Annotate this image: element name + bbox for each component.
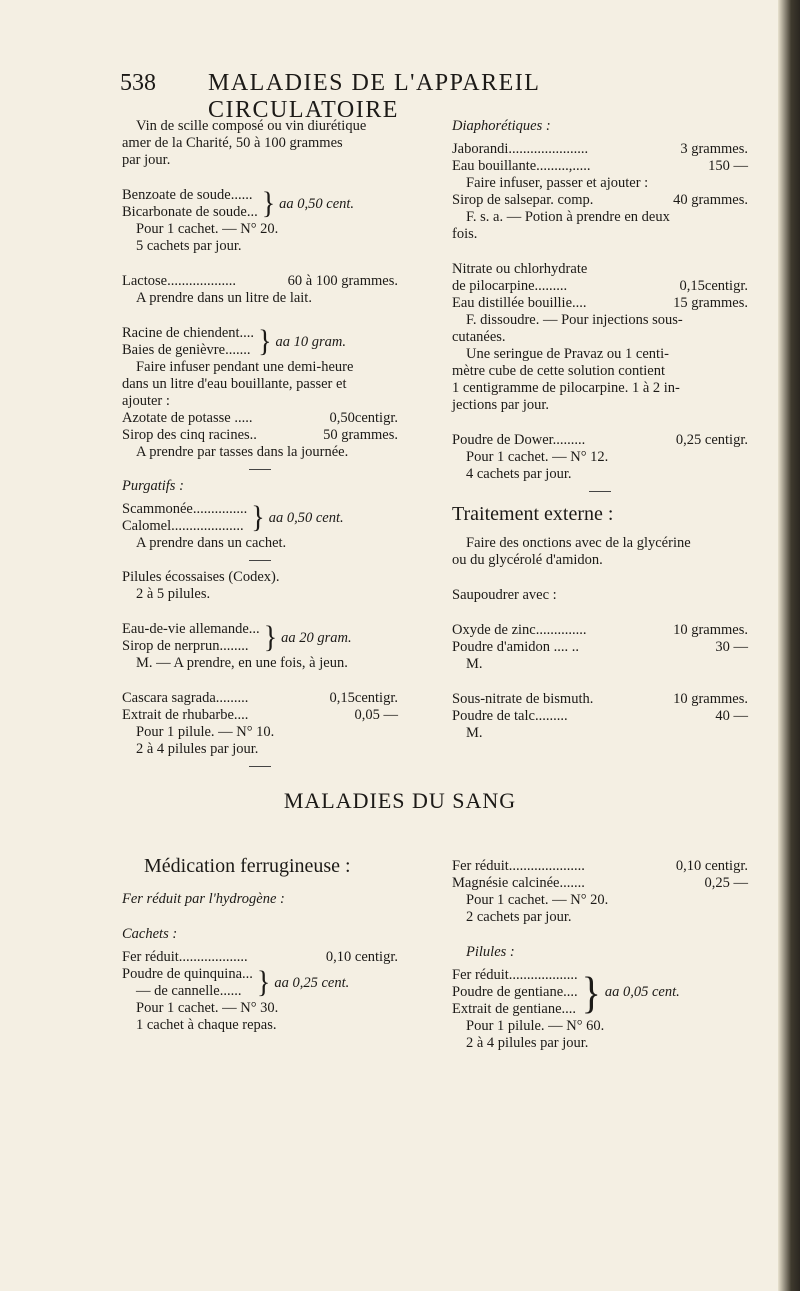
text-line: Faire infuser pendant une demi-heure [136, 359, 354, 375]
ingredient: Scammonée............... [122, 501, 248, 517]
prescription-line [122, 273, 398, 290]
text-line: mètre cube de cette solution contient [452, 363, 665, 379]
text-line: par jour. [122, 152, 171, 168]
prescription-line [122, 707, 398, 724]
brace: } [261, 186, 276, 221]
dose: 10 grammes. [673, 691, 748, 707]
ingredient: Poudre de gentiane.... [452, 984, 578, 1000]
dose: 150 — [708, 158, 748, 174]
brace: } [263, 620, 278, 655]
ingredient: Eau-de-vie allemande... [122, 621, 260, 637]
divider [249, 560, 271, 561]
text-line: 2 à 5 pilules. [136, 586, 211, 602]
prescription-group [452, 967, 748, 1018]
dose: 0,05 — [354, 707, 398, 723]
dose: aa 0,25 cent. [274, 974, 350, 991]
dose: aa 0,50 cent. [279, 195, 355, 212]
dose: 0,10 centigr. [325, 949, 398, 965]
prescription-line [452, 639, 748, 656]
ingredient: Baies de genièvre....... [122, 342, 251, 358]
ingredient: Sirop des cinq racines.. [122, 427, 257, 443]
dose: 0,50centigr. [329, 410, 398, 426]
text-line: fois. [452, 226, 478, 242]
dose: 50 grammes. [323, 427, 398, 443]
running-header [120, 64, 680, 123]
ingredient: Poudre de Dower......... [452, 432, 586, 448]
dose: 0,25 — [704, 875, 748, 891]
subheading: Cachets : [122, 926, 178, 942]
text-line: M. [466, 656, 483, 672]
ingredient: — de cannelle...... [136, 983, 242, 999]
text-line: Pour 1 cachet. — N° 12. [466, 449, 609, 465]
ingredient: de pilocarpine......... [452, 278, 568, 294]
prescription-line [122, 690, 398, 707]
prescription-line [452, 158, 748, 175]
text-line: 2 à 4 pilules par jour. [466, 1035, 589, 1051]
prescription-line [452, 858, 748, 875]
text-line: Pour 1 pilule. — N° 60. [466, 1018, 605, 1034]
ingredient: Sous-nitrate de bismuth. [452, 691, 594, 707]
prescription-line [452, 278, 748, 295]
text-line: F. s. a. — Potion à prendre en deux [466, 209, 670, 225]
text-line: Pilules écossaises (Codex). [122, 569, 280, 585]
prescription-group [122, 187, 398, 221]
text-line: Pour 1 cachet. — N° 20. [136, 221, 279, 237]
text-line: Saupoudrer avec : [452, 587, 557, 603]
ingredient: Fer réduit................... [452, 967, 578, 983]
subheading: Purgatifs : [122, 478, 184, 494]
subheading: Fer réduit par l'hydrogène : [122, 891, 285, 907]
ingredient: Jaborandi...................... [452, 141, 589, 157]
text-line: ajouter : [122, 393, 170, 409]
text-line: A prendre dans un litre de lait. [136, 290, 312, 306]
text-line: Faire infuser, passer et ajouter : [466, 175, 649, 191]
subheading: Diaphorétiques : [452, 118, 551, 134]
dose: 0,15centigr. [329, 690, 398, 706]
text-line: ou du glycérolé d'amidon. [452, 552, 603, 568]
section-heading: Traitement externe : [452, 503, 614, 525]
dose: 0,25 centigr. [675, 432, 748, 448]
prescription-line [452, 691, 748, 708]
dose: aa 20 gram. [281, 629, 352, 646]
ingredient: Bicarbonate de soude... [122, 204, 258, 220]
text-line: M. — A prendre, en une fois, à jeun. [136, 655, 348, 671]
dose: 15 grammes. [673, 295, 748, 311]
divider [249, 766, 271, 767]
dose: aa 0,05 cent. [604, 984, 680, 1000]
prescription-group [122, 621, 398, 655]
text-line: 1 centigramme de pilocarpine. 1 à 2 in- [452, 380, 680, 396]
text-line: 1 cachet à chaque repas. [136, 1017, 277, 1033]
prescription-group [122, 501, 398, 535]
ingredient: Eau distillée bouillie.... [452, 295, 587, 311]
section-title: MALADIES DU SANG [283, 788, 517, 813]
text-line: Vin de scille composé ou vin diurétique [136, 118, 367, 134]
text-line: 2 cachets par jour. [466, 909, 572, 925]
prescription-line [122, 410, 398, 427]
ingredient: Sirop de salsepar. comp. [452, 192, 594, 208]
right-column [452, 118, 748, 742]
ingredient: Extrait de gentiane.... [452, 1001, 577, 1017]
text-line: 4 cachets par jour. [466, 466, 572, 482]
ingredient: Poudre de quinquina... [122, 966, 253, 982]
ingredient: Racine de chiendent.... [122, 325, 255, 341]
prescription-line [452, 141, 748, 158]
ingredient: Sirop de nerprun........ [122, 638, 249, 654]
text-line: A prendre par tasses dans la journée. [136, 444, 349, 460]
text-line: M. [466, 725, 483, 741]
subheading: Pilules : [466, 944, 515, 960]
ingredient: Extrait de rhubarbe.... [122, 707, 249, 723]
text-line: Faire des onctions avec de la glycérine [466, 535, 691, 551]
text-line: cutanées. [452, 329, 506, 345]
ingredient: Eau bouillante.........,..... [452, 158, 591, 174]
prescription-group [122, 325, 398, 359]
section-heading: Médication ferrugineuse : [144, 855, 351, 877]
text-line: Pour 1 cachet. — N° 20. [466, 892, 609, 908]
dose: 30 — [715, 639, 748, 655]
dose: 60 à 100 grammes. [287, 273, 398, 289]
ingredient: Magnésie calcinée....... [452, 875, 585, 891]
ingredient: Fer réduit................... [122, 949, 248, 965]
ingredient: Fer réduit..................... [452, 858, 585, 874]
ingredient: Poudre de talc......... [452, 708, 568, 724]
ingredient: Poudre d'amidon .... .. [452, 639, 580, 655]
ingredient: Cascara sagrada......... [122, 690, 249, 706]
text-line: F. dissoudre. — Pour injections sous- [466, 312, 683, 328]
text-line: amer de la Charité, 50 à 100 grammes [122, 135, 343, 151]
dose: 3 grammes. [680, 141, 748, 157]
divider [249, 469, 271, 470]
running-title: MALADIES DE L'APPAREIL CIRCULATOIRE [208, 70, 540, 123]
page-edge-shadow [778, 0, 800, 1291]
dose: aa 0,50 cent. [268, 509, 344, 526]
prescription-line [452, 622, 748, 639]
brace: } [251, 500, 265, 535]
dose: aa 10 gram. [275, 333, 347, 350]
dose: 0,10 centigr. [675, 858, 748, 874]
ingredient: Calomel.................... [122, 518, 244, 534]
text-line: dans un litre d'eau bouillante, passer et [122, 376, 347, 392]
ingredient: Azotate de potasse ..... [122, 410, 253, 426]
text-line: 2 à 4 pilules par jour. [136, 741, 259, 757]
prescription-line [452, 295, 748, 312]
divider [589, 491, 611, 492]
brace: } [258, 324, 272, 359]
prescription-group [122, 966, 398, 1000]
prescription-line [452, 432, 748, 449]
brace: } [581, 967, 601, 1017]
text-line: jections par jour. [452, 397, 550, 413]
text-line: Pour 1 pilule. — N° 10. [136, 724, 275, 740]
prescription-line [452, 192, 748, 209]
ingredient: Oxyde de zinc.............. [452, 622, 587, 638]
ingredient: Benzoate de soude...... [122, 187, 253, 203]
prescription-line [452, 875, 748, 892]
prescription-line [452, 708, 748, 725]
ingredient: Lactose................... [122, 273, 236, 289]
left-column [122, 118, 398, 775]
text-line: Nitrate ou chlorhydrate [452, 261, 588, 277]
text-line: Pour 1 cachet. — N° 30. [136, 1000, 279, 1016]
prescription-line [122, 949, 398, 966]
text-line: Une seringue de Pravaz ou 1 centi- [466, 346, 669, 362]
prescription-line [122, 427, 398, 444]
bottom-left-column [122, 855, 398, 1034]
brace: } [256, 965, 271, 1000]
dose: 40 — [715, 708, 748, 724]
text-line: A prendre dans un cachet. [136, 535, 287, 551]
dose: 10 grammes. [673, 622, 748, 638]
text-line: 5 cachets par jour. [136, 238, 242, 254]
bottom-right-column [452, 858, 748, 1052]
page-number: 538 [120, 70, 156, 96]
dose: 40 grammes. [673, 192, 748, 208]
dose: 0,15centigr. [679, 278, 748, 294]
